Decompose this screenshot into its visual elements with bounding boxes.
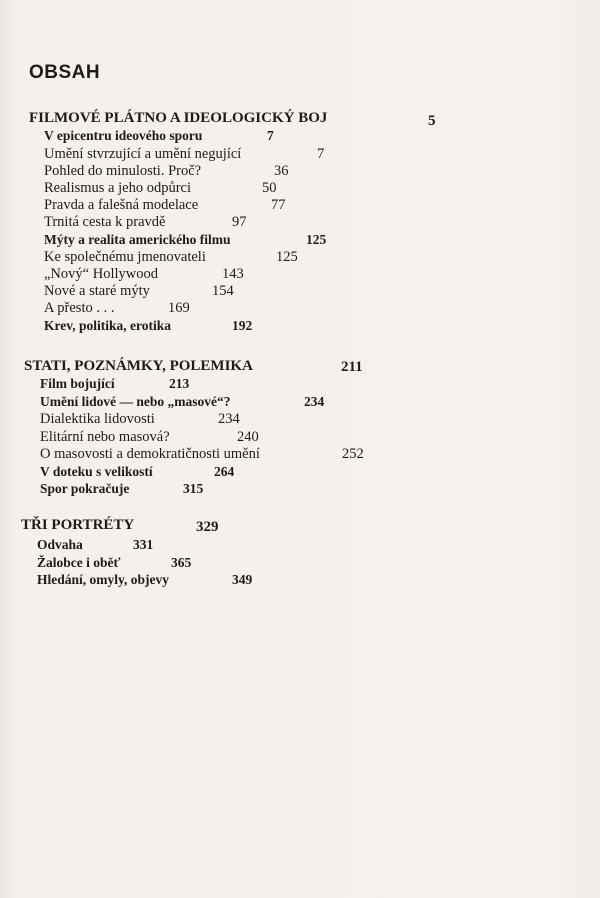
entry-page: 234	[218, 411, 240, 427]
toc-entry	[40, 464, 235, 480]
entry-text: Umění stvrzující a umění negující	[44, 146, 242, 162]
toc-entry	[40, 376, 190, 392]
entry-text: Spor pokračuje	[40, 481, 130, 496]
entry-page: 234	[304, 394, 325, 409]
section-title	[24, 358, 253, 374]
entry-page: 192	[232, 318, 253, 333]
section-title	[29, 110, 327, 126]
entry-page: 264	[214, 464, 235, 479]
toc-entry	[44, 128, 274, 144]
entry-page: 7	[267, 128, 274, 143]
toc-entry	[44, 318, 253, 334]
entry-text: Žalobce i oběť	[37, 555, 121, 570]
toc-entry	[44, 283, 234, 299]
entry-page: 154	[212, 283, 234, 299]
entry-page: 240	[237, 429, 259, 445]
entry-page: 77	[271, 197, 286, 213]
toc-entry	[44, 300, 190, 316]
toc-entry	[40, 411, 240, 427]
entry-text: Umění lidové — nebo „masové“?	[40, 394, 231, 409]
entry-page: 50	[262, 180, 277, 196]
section-title-text: FILMOVÉ PLÁTNO A IDEOLOGICKÝ BOJ	[29, 110, 328, 126]
toc-entry	[37, 555, 192, 571]
entry-page: 349	[232, 572, 253, 587]
entry-page: 213	[169, 376, 190, 391]
toc-entry	[37, 572, 253, 588]
section-page-number: 329	[196, 519, 219, 535]
entry-text: V doteku s velikostí	[40, 464, 153, 479]
toc-entry	[40, 429, 259, 445]
section-title-text: TŘI PORTRÉTY	[21, 517, 135, 533]
entry-text: Dialektika lidovosti	[40, 411, 155, 427]
toc-entry	[44, 180, 277, 196]
entry-page: 331	[133, 537, 154, 552]
entry-text: Nové a staré mýty	[44, 283, 150, 299]
entry-page: 169	[168, 300, 190, 316]
toc-entry	[44, 232, 327, 248]
toc-entry	[40, 394, 325, 410]
entry-text: Hledání, omyly, objevy	[37, 572, 170, 587]
entry-page: 36	[274, 163, 289, 179]
entry-page: 7	[317, 146, 325, 162]
toc-entry	[44, 146, 325, 162]
entry-text: Odvaha	[37, 537, 83, 552]
entry-page: 143	[222, 266, 244, 282]
entry-page: 97	[232, 214, 247, 230]
entry-text: O masovosti a demokratičnosti umění	[40, 446, 260, 462]
toc-entry	[44, 163, 289, 179]
toc-entry	[44, 214, 247, 230]
entry-text: Pohled do minulosti. Proč?	[44, 163, 202, 179]
entry-page: 315	[183, 481, 204, 496]
entry-text: Pravda a falešná modelace	[44, 197, 199, 213]
entry-text: Ke společnému jmenovateli	[44, 249, 206, 265]
entry-text: Realismus a jeho odpůrci	[44, 180, 191, 196]
toc-entry	[37, 537, 154, 553]
entry-text: A přesto . . .	[44, 300, 115, 316]
entry-text: V epicentru ideového sporu	[44, 128, 203, 143]
entry-page: 125	[276, 249, 298, 265]
section-page-number: 5	[428, 113, 436, 129]
toc-entry	[44, 249, 298, 265]
section-title	[21, 517, 134, 533]
entry-text: Elitární nebo masová?	[40, 429, 170, 445]
entry-text: Krev, politika, erotika	[44, 318, 172, 333]
toc-entry	[44, 197, 286, 213]
entry-text: Film bojující	[40, 376, 115, 391]
section-page-number: 211	[341, 359, 363, 375]
toc-entry	[40, 481, 204, 497]
toc-entry	[40, 446, 364, 462]
section-title-text: STATI, POZNÁMKY, POLEMIKA	[24, 358, 253, 374]
entry-page: 365	[171, 555, 192, 570]
entry-text: Trnitá cesta k pravdě	[44, 214, 166, 230]
entry-text: „Nový“ Hollywood	[44, 266, 158, 282]
entry-page: 125	[306, 232, 327, 247]
entry-page: 252	[342, 446, 364, 462]
toc-heading: OBSAH	[29, 62, 101, 83]
toc-entry	[44, 266, 244, 282]
entry-text: Mýty a realita amerického filmu	[44, 232, 231, 247]
